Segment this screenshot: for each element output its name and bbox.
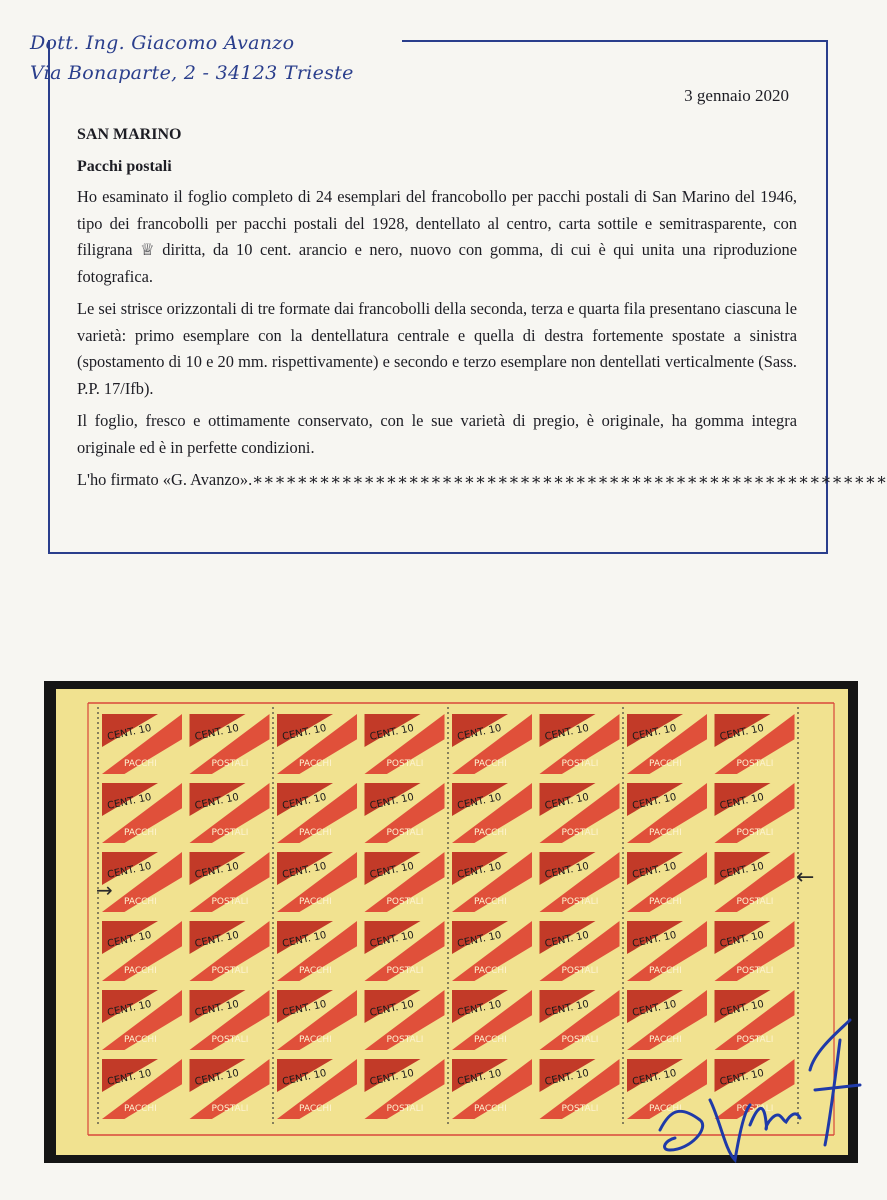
stamp-pacchi-label: PACCHI [649,897,682,907]
stamp-pacchi-label: POSTALI [211,966,249,976]
stamp-sheet [44,681,858,1163]
stamp-cent-label: CENT. 10 [718,722,765,743]
stamp-pacchi-label: PACCHI [474,1035,507,1045]
stamp-cent-label: CENT. 10 [368,791,415,812]
stamp-pacchi-label: PACCHI [124,1104,157,1114]
paragraph-condition: Il foglio, fresco e ottimamente conservato, con le sue varietà di pregio, è originale, ha gomma integra originale ed è in perfette condizioni. [77,411,797,457]
stamp-pacchi-label: PACCHI [474,966,507,976]
stamp-pacchi-label: PACCHI [649,759,682,769]
stamp-pacchi-label: PACCHI [124,966,157,976]
stamp-cent-label: CENT. 10 [631,791,678,812]
stamp-cent-label: CENT. 10 [193,929,240,950]
stamp-pacchi-label: POSTALI [211,1104,249,1114]
stamp-cent-label: CENT. 10 [368,722,415,743]
stamp-cent-label: CENT. 10 [106,929,153,950]
stamp-cent-label: CENT. 10 [456,998,503,1019]
paragraph-varieties: Le sei strisce orizzontali di tre formate dai francobolli della seconda, terza e quarta fila presentano ciascuna le varietà: primo esemplare con la dentellatura centrale e quella di destra fortemente spostate a sinistra (spostamento di 10 e 20 mm. rispettivamente) e secondo e terzo esemplare non dentellati verticalmente (Sass. P.P. 17/Ifb). [77,299,797,398]
stamp-cent-label: CENT. 10 [718,998,765,1019]
stamp-pacchi-label: POSTALI [211,759,249,769]
stamp-pacchi-label: POSTALI [386,1035,424,1045]
stamp-cent-label: CENT. 10 [106,722,153,743]
stamp-cent-label: CENT. 10 [193,1067,240,1088]
paragraph-signed: L'ho firmato «G. Avanzo».∗∗∗∗∗∗∗∗∗∗∗∗∗∗∗∗∗∗∗∗∗∗∗∗∗∗∗∗∗∗∗∗∗∗∗∗∗∗∗∗∗∗∗∗∗∗∗∗∗∗∗∗∗∗∗∗∗ [77,470,887,489]
stamp-pacchi-label: PACCHI [299,828,332,838]
stamp-cent-label: CENT. 10 [106,791,153,812]
letterhead-address: Via Bonaparte, 2 - 34123 Trieste [30,62,354,84]
stamp-cent-label: CENT. 10 [281,860,328,881]
stamp-cent-label: CENT. 10 [368,860,415,881]
stamp-pacchi-label: PACCHI [649,1104,682,1114]
stamp-pacchi-label: POSTALI [561,759,599,769]
arrow-left-icon: → [96,878,113,902]
stamp-cent-label: CENT. 10 [193,791,240,812]
stamp-cent-label: CENT. 10 [368,998,415,1019]
stamp-cent-label: CENT. 10 [281,998,328,1019]
stamp-pacchi-label: PACCHI [474,759,507,769]
stamp-pacchi-label: PACCHI [299,759,332,769]
stamp-pacchi-label: POSTALI [211,897,249,907]
stamp-pacchi-label: PACCHI [474,1104,507,1114]
stamp-pacchi-label: PACCHI [649,828,682,838]
stamp-pacchi-label: PACCHI [649,966,682,976]
stamp-cent-label: CENT. 10 [193,722,240,743]
stamp-pacchi-label: POSTALI [736,1104,774,1114]
stamp-pacchi-label: PACCHI [124,828,157,838]
stamp-cent-label: CENT. 10 [106,998,153,1019]
stamp-pacchi-label: POSTALI [561,828,599,838]
stamp-pacchi-label: POSTALI [561,1035,599,1045]
stamp-pacchi-label: PACCHI [299,897,332,907]
certificate-body [77,122,887,500]
stamp-pacchi-label: POSTALI [386,966,424,976]
stamp-pacchi-label: POSTALI [386,1104,424,1114]
certificate-subheading: Pacchi postali [77,158,172,175]
stamp-pacchi-label: PACCHI [299,966,332,976]
stamp-pacchi-label: PACCHI [299,1104,332,1114]
stamp-pacchi-label: POSTALI [736,966,774,976]
stamp-cent-label: CENT. 10 [718,860,765,881]
stamp-cent-label: CENT. 10 [456,791,503,812]
stamp-pacchi-label: POSTALI [736,828,774,838]
stamp-cent-label: CENT. 10 [456,722,503,743]
stamp-cent-label: CENT. 10 [368,929,415,950]
certificate-heading: SAN MARINO [77,126,182,143]
stamp-cent-label: CENT. 10 [631,722,678,743]
stamp-cent-label: CENT. 10 [193,998,240,1019]
stamp-cent-label: CENT. 10 [281,1067,328,1088]
stamp-cent-label: CENT. 10 [631,1067,678,1088]
stamp-sheet-photo [44,681,858,1163]
stamp-cent-label: CENT. 10 [368,1067,415,1088]
stamp-cent-label: CENT. 10 [543,860,590,881]
arrow-right-icon: ← [796,865,815,890]
stamp-cent-label: CENT. 10 [718,929,765,950]
stamp-pacchi-label: POSTALI [736,759,774,769]
stamp-cent-label: CENT. 10 [193,860,240,881]
stamp-pacchi-label: POSTALI [386,828,424,838]
stamp-pacchi-label: POSTALI [211,1035,249,1045]
certificate-date: 3 gennaio 2020 [684,86,789,105]
stamp-cent-label: CENT. 10 [631,929,678,950]
stamp-pacchi-label: POSTALI [211,828,249,838]
stamp-pacchi-label: PACCHI [474,828,507,838]
stamp-cent-label: CENT. 10 [281,791,328,812]
stamp-cent-label: CENT. 10 [281,722,328,743]
stamp-pacchi-label: PACCHI [649,1035,682,1045]
stamp-pacchi-label: POSTALI [561,897,599,907]
stamp-cent-label: CENT. 10 [456,1067,503,1088]
stamp-pacchi-label: PACCHI [124,759,157,769]
stamp-pacchi-label: PACCHI [124,1035,157,1045]
stamp-pacchi-label: PACCHI [299,1035,332,1045]
stamp-pacchi-label: POSTALI [736,1035,774,1045]
letterhead-name: Dott. Ing. Giacomo Avanzo [30,32,295,54]
stamp-cent-label: CENT. 10 [456,929,503,950]
stamp-pacchi-label: POSTALI [561,1104,599,1114]
stamp-cent-label: CENT. 10 [106,860,153,881]
stamp-cent-label: CENT. 10 [106,1067,153,1088]
stamp-cent-label: CENT. 10 [543,722,590,743]
stamp-cent-label: CENT. 10 [631,860,678,881]
stamp-cent-label: CENT. 10 [543,791,590,812]
stamp-cent-label: CENT. 10 [543,998,590,1019]
stamp-pacchi-label: POSTALI [386,759,424,769]
stamp-cent-label: CENT. 10 [718,791,765,812]
paragraph-description: Ho esaminato il foglio completo di 24 esemplari del francobollo per pacchi postali di San Marino del 1946, tipo dei francobolli per pacchi postali del 1928, dentellato al centro, carta sottile e semitrasparente, con filigrana ♕ diritta, da 10 cent. arancio e nero, nuovo con gomma, di cui è qui unita una riproduzione fotografica. [77,187,797,286]
stamp-pacchi-label: PACCHI [474,897,507,907]
stamp-cent-label: CENT. 10 [543,1067,590,1088]
stamp-cent-label: CENT. 10 [631,998,678,1019]
stamp-pacchi-label: POSTALI [386,897,424,907]
stamp-cent-label: CENT. 10 [543,929,590,950]
stamp-cent-label: CENT. 10 [718,1067,765,1088]
stamp-cent-label: CENT. 10 [281,929,328,950]
stamp-pacchi-label: POSTALI [736,897,774,907]
stamp-pacchi-label: PACCHI [124,897,157,907]
stamp-pacchi-label: POSTALI [561,966,599,976]
stamp-cent-label: CENT. 10 [456,860,503,881]
